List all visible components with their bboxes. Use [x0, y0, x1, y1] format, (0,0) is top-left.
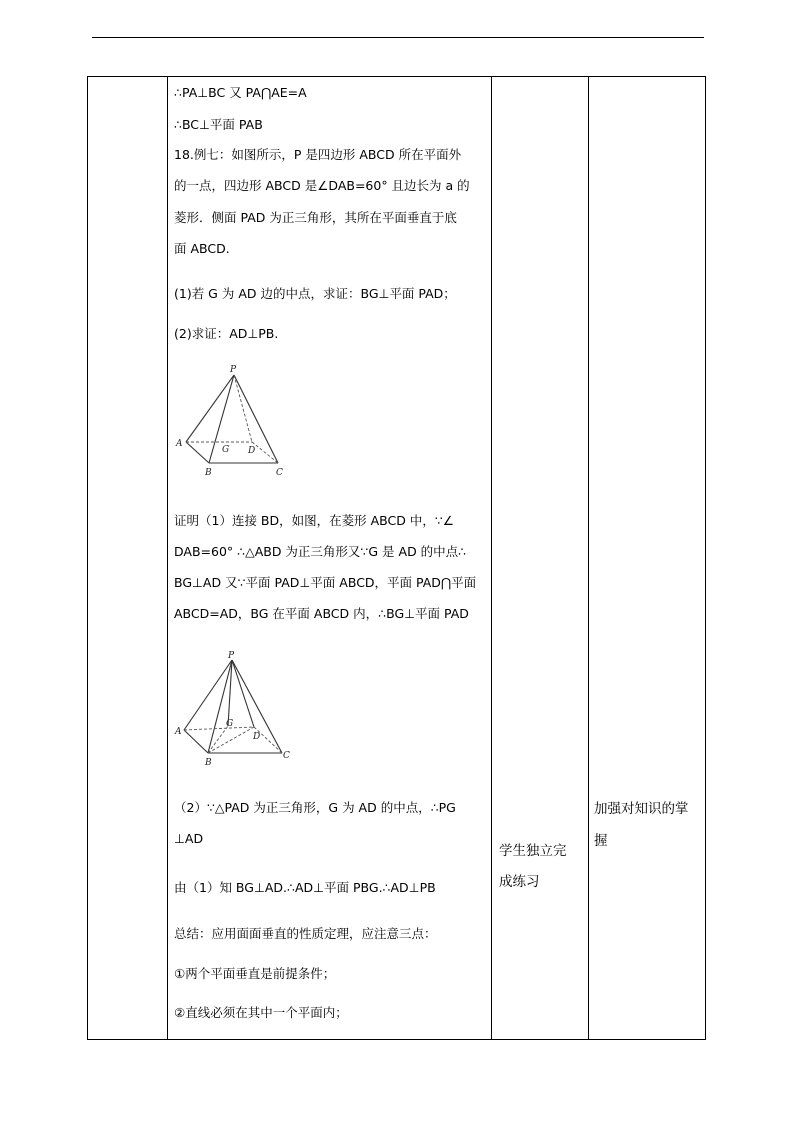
question-2: (2)求证：AD⊥PB. — [174, 326, 279, 341]
student-activity-line: 学生独立完 — [499, 843, 567, 859]
design-intent-line: 握 — [594, 833, 608, 849]
vertex-label-d: D — [253, 732, 261, 742]
text-line: ∴BC⊥平面 PAB — [174, 117, 263, 132]
summary-point: ①两个平面垂直是前提条件； — [174, 966, 336, 981]
proof-line: BG⊥AD 又∵平面 PAD⊥平面 ABCD，平面 PAD⋂平面 — [174, 575, 477, 590]
student-activity-line: 成练习 — [499, 874, 540, 890]
vertex-label-c: C — [283, 751, 290, 761]
point-label-g: G — [222, 445, 230, 455]
point-label-g: G — [226, 719, 234, 729]
column-divider — [491, 77, 492, 1039]
vertex-label-p: P — [230, 365, 237, 375]
design-intent-line: 加强对知识的掌 — [594, 801, 689, 817]
text-line: 的一点，四边形 ABCD 是∠DAB=60° 且边长为 a 的 — [174, 178, 470, 193]
proof-line: ⊥AD — [174, 831, 204, 846]
question-1: (1)若 G 为 AD 边的中点，求证：BG⊥平面 PAD； — [174, 286, 456, 301]
proof-line: DAB=60° ∴△ABD 为正三角形又∵G 是 AD 的中点∴ — [174, 544, 467, 559]
text-line: ∴PA⊥BC 又 PA⋂AE=A — [174, 85, 307, 100]
column-divider — [167, 77, 168, 1039]
vertex-label-a: A — [176, 439, 183, 449]
summary-title: 总结：应用面面垂直的性质定理，应注意三点： — [174, 926, 437, 941]
pyramid-figure-2 — [172, 648, 294, 770]
proof-line: 证明（1）连接 BD，如图，在菱形 ABCD 中，∵∠ — [174, 513, 454, 528]
summary-point: ②直线必须在其中一个平面内； — [174, 1005, 348, 1020]
vertex-label-c: C — [276, 468, 283, 478]
vertex-label-a: A — [175, 727, 182, 737]
vertex-label-b: B — [205, 758, 212, 768]
text-line: 菱形．侧面 PAD 为正三角形，其所在平面垂直于底 — [174, 210, 457, 225]
vertex-label-p: P — [228, 651, 235, 661]
text-line: 面 ABCD. — [174, 241, 230, 256]
vertex-label-d: D — [248, 446, 256, 456]
proof-line: ABCD=AD，BG 在平面 ABCD 内，∴BG⊥平面 PAD — [174, 606, 469, 621]
main-content-column — [174, 0, 489, 1122]
column-divider — [588, 77, 589, 1039]
vertex-label-b: B — [205, 468, 212, 478]
example-title: 18.例七：如图所示，P 是四边形 ABCD 所在平面外 — [174, 147, 462, 162]
proof-line: 由（1）知 BG⊥AD.∴AD⊥平面 PBG.∴AD⊥PB — [174, 880, 436, 895]
proof-line: （2）∵△PAD 为正三角形，G 为 AD 的中点，∴PG — [174, 800, 456, 815]
pyramid-figure-1 — [172, 362, 290, 480]
